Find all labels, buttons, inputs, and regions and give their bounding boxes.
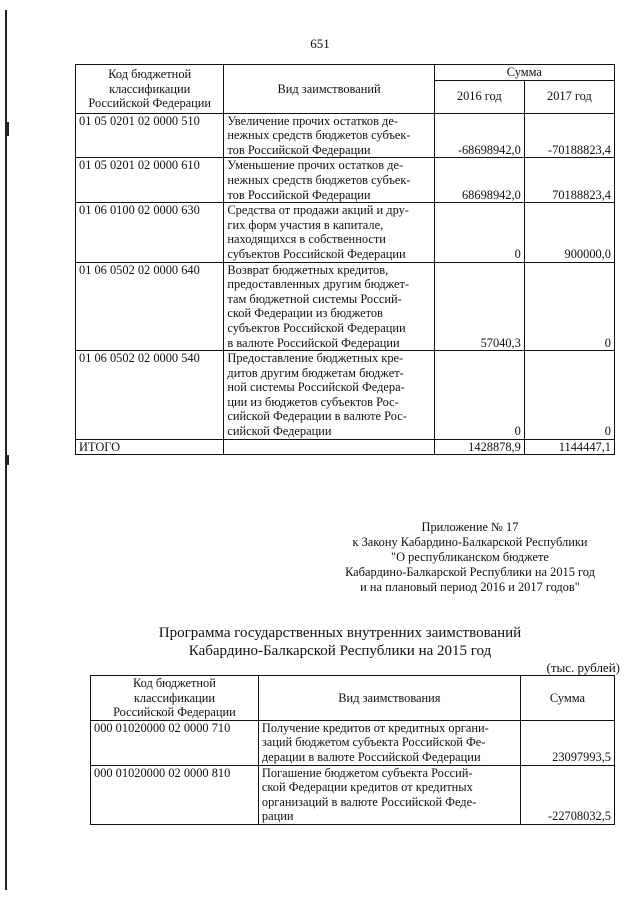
row-value-2017: 0 [524,351,614,440]
row-name-line: организаций в валюте Российской Феде- [261,794,477,809]
row-value-2017: 70188823,4 [524,158,614,203]
header-code-line: классификации [133,690,216,705]
header-code-line: Российской Федерации [113,705,236,720]
row-name-line: Уменьшение прочих остатков де- [227,158,404,173]
appendix-line: и на плановый период 2016 и 2017 годов" [360,580,580,594]
row-code: 01 06 0100 02 0000 630 [76,203,224,262]
total-row [76,439,615,455]
program-title-line: Кабардино-Балкарской Республики на 2015 год [188,643,492,659]
row-name-line: дерации в валюте Российской Федерации [261,749,481,764]
row-name-line: ской Федерации кредитов от кредитных [261,780,473,795]
scan-mark [6,122,9,136]
row-name-line: заций бюджетом субъекта Российской Фе- [261,735,486,750]
header-code-line: Код бюджетной [108,66,192,81]
header-code-line: Код бюджетной [132,676,216,690]
row-name-line: в валюте Российской Федерации [227,335,400,350]
total-value-2017: 1144447,1 [524,439,614,455]
row-name-line: ской Федерации из бюджетов [227,306,383,321]
row-name-line: тов Российской Федерации [227,187,371,202]
program-title-line: Программа государственных внутренних заимствований [158,625,522,641]
header-code [91,676,259,721]
row-value-2017: 900000,0 [524,203,614,262]
row-name-line: Средства от продажи акций и дру- [227,203,409,218]
header-year-2017: 2017 год [524,80,614,113]
header-sum: Сумма [434,65,614,81]
table-row [76,203,615,262]
row-value-2017: -70188823,4 [524,113,614,158]
row-name-line: субъектов Российской Федерации [227,246,406,261]
row-name-line: гих форм участия в капитале, [227,217,384,232]
page-number: 651 [310,36,330,51]
table-row [76,351,615,440]
row-name-line: ной системы Российской Федера- [227,380,405,395]
row-name-line: субъектов Российской Федерации [227,320,406,335]
row-name [224,203,434,262]
row-name-line: рации [261,809,294,824]
appendix-heading [330,520,610,595]
row-name-line: ции из бюджетов субъектов Рос- [227,394,399,409]
table-row [76,158,615,203]
header-code-line: Российской Федерации [88,96,212,111]
appendix-line: Приложение № 17 [421,520,519,534]
row-value: -22708032,5 [520,765,614,824]
row-value-2017: 0 [524,262,614,351]
units-label: (тыс. рублей) [546,660,620,675]
total-label: ИТОГО [76,439,224,455]
header-name: Вид заимствования [258,676,520,721]
appendix-line: Кабардино-Балкарской Республики на 2015 год [345,565,595,579]
row-name-line: там бюджетной системы Россий- [227,291,402,306]
row-name-line: Возврат бюджетных кредитов, [227,262,389,277]
header-sum: Сумма [520,676,614,721]
table-header-row [91,676,615,721]
table-row [76,262,615,351]
row-name [224,158,434,203]
table-row [91,765,615,824]
row-name-line: Получение кредитов от кредитных органи- [261,720,489,735]
header-year-2016: 2016 год [434,80,524,113]
row-name-line: сийской Федерации в валюте Рос- [227,409,407,424]
row-value-2016: 68698942,0 [434,158,524,203]
program-title [60,624,620,660]
row-name-line: Увеличение прочих остатков де- [227,113,398,128]
row-code: 01 05 0201 02 0000 510 [76,113,224,158]
row-code: 01 05 0201 02 0000 610 [76,158,224,203]
row-code: 01 06 0502 02 0000 540 [76,351,224,440]
row-name-line: сийской Федерации [227,424,332,439]
total-empty-cell [224,439,434,455]
header-code [76,65,224,114]
row-name [224,262,434,351]
row-code: 000 01020000 02 0000 810 [91,765,259,824]
table-row [91,720,615,765]
row-name-line: дитов другим бюджетам бюджет- [227,365,404,380]
row-name [258,720,520,765]
row-code: 000 01020000 02 0000 710 [91,720,259,765]
sources-table-2016-2017 [75,64,615,455]
scan-mark [6,455,9,465]
row-value-2016: 0 [434,203,524,262]
row-value-2016: -68698942,0 [434,113,524,158]
table-header-row [76,65,615,81]
table-row [76,113,615,158]
row-name-line: тов Российской Федерации [227,142,371,157]
row-name-line: Погашение бюджетом субъекта Россий- [261,765,473,780]
row-name-line: находящихся в собственности [227,232,386,247]
header-name: Вид заимствований [224,65,434,114]
appendix-line: к Закону Кабардино-Балкарской Республики [352,535,588,549]
row-name [224,351,434,440]
row-name-line: нежных средств бюджетов субъек- [227,172,411,187]
row-name-line: Предоставление бюджетных кре- [227,351,404,366]
row-value: 23097993,5 [520,720,614,765]
total-value-2016: 1428878,9 [434,439,524,455]
borrowing-program-table-2015 [90,675,615,825]
row-code: 01 06 0502 02 0000 640 [76,262,224,351]
row-name-line: нежных средств бюджетов субъек- [227,128,411,143]
row-name [258,765,520,824]
header-code-line: классификации [109,81,191,96]
appendix-line: "О республиканском бюджете [391,550,549,564]
scan-edge-line [5,10,7,890]
row-name-line: предоставленных другим бюджет- [227,277,410,292]
row-name [224,113,434,158]
row-value-2016: 0 [434,351,524,440]
row-value-2016: 57040,3 [434,262,524,351]
